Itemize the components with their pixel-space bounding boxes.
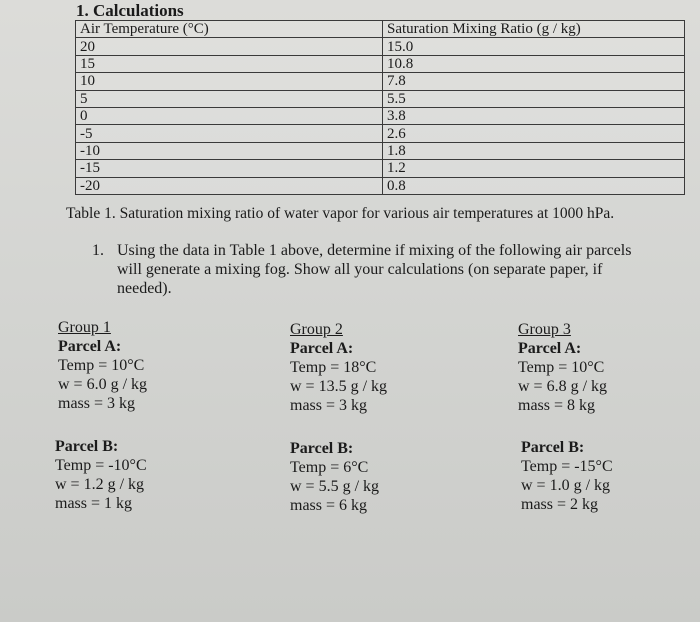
parcel-temp: Temp = 18°C: [290, 359, 377, 376]
table-row: [76, 38, 685, 55]
parcel-mixing-ratio: w = 5.5 g / kg: [290, 478, 380, 495]
parcel-label: Parcel A:: [518, 340, 582, 357]
temperature-cell: 10: [76, 73, 383, 90]
temperature-cell: -5: [76, 125, 383, 142]
header-air-temperature: Air Temperature (°C): [76, 21, 383, 38]
table-row: [76, 160, 685, 177]
question-text: Using the data in Table 1 above, determine if mixing of the following air parcels will generate a mixing fog. Show all your calculations (on separate paper, if needed).: [117, 242, 632, 297]
group-2-parcel-a: [290, 320, 387, 415]
mixing-ratio-cell: 0.8: [383, 177, 685, 194]
parcel-mass: mass = 1 kg: [55, 495, 133, 512]
parcel-mixing-ratio: w = 6.8 g / kg: [518, 378, 608, 395]
table-caption: Table 1. Saturation mixing ratio of water vapor for various air temperatures at 1000 hPa.: [66, 205, 615, 222]
mixing-ratio-cell: 5.5: [383, 90, 685, 107]
temperature-cell: 20: [76, 38, 383, 55]
table-row: [76, 55, 685, 72]
group-3-parcel-a: [518, 320, 607, 415]
table-row: [76, 107, 685, 124]
parcel-mixing-ratio: w = 13.5 g / kg: [290, 378, 388, 395]
temperature-cell: -10: [76, 142, 383, 159]
mixing-ratio-cell: 10.8: [383, 55, 685, 72]
mixing-ratio-cell: 2.6: [383, 125, 685, 142]
parcel-mass: mass = 3 kg: [58, 395, 136, 412]
parcel-mass: mass = 6 kg: [290, 497, 368, 514]
table-row: [76, 142, 685, 159]
group-2-parcel-b: [290, 439, 379, 515]
mixing-ratio-cell: 15.0: [383, 38, 685, 55]
mixing-ratio-cell: 3.8: [383, 107, 685, 124]
header-saturation-mixing-ratio: Saturation Mixing Ratio (g / kg): [383, 21, 685, 38]
group-1-parcel-b: [55, 437, 147, 513]
parcel-mass: mass = 8 kg: [518, 397, 596, 414]
saturation-table: [75, 20, 685, 195]
parcel-temp: Temp = -15°C: [521, 458, 613, 475]
temperature-cell: 0: [76, 107, 383, 124]
table-header-row: [76, 21, 685, 38]
parcel-label: Parcel B:: [55, 438, 119, 455]
parcel-mass: mass = 2 kg: [521, 496, 599, 513]
parcel-mixing-ratio: w = 1.2 g / kg: [55, 476, 145, 493]
table-row: [76, 125, 685, 142]
question-number: 1.: [92, 242, 104, 259]
group-title: Group 2: [290, 321, 343, 338]
table-row: [76, 73, 685, 90]
temperature-cell: 15: [76, 55, 383, 72]
table-row: [76, 177, 685, 194]
section-heading: 1. Calculations: [76, 1, 184, 20]
group-1-parcel-a: [58, 318, 147, 413]
mixing-ratio-cell: 1.2: [383, 160, 685, 177]
parcel-mixing-ratio: w = 1.0 g / kg: [521, 477, 611, 494]
temperature-cell: -20: [76, 177, 383, 194]
mixing-ratio-cell: 7.8: [383, 73, 685, 90]
group-title: Group 3: [518, 321, 571, 338]
question-1: [92, 241, 652, 298]
parcel-label: Parcel A:: [290, 340, 354, 357]
parcel-temp: Temp = -10°C: [55, 457, 147, 474]
parcel-label: Parcel B:: [290, 440, 354, 457]
parcel-label: Parcel A:: [58, 338, 122, 355]
parcel-temp: Temp = 10°C: [58, 357, 145, 374]
parcel-temp: Temp = 10°C: [518, 359, 605, 376]
parcel-mass: mass = 3 kg: [290, 397, 368, 414]
temperature-cell: 5: [76, 90, 383, 107]
group-3-parcel-b: [521, 438, 613, 514]
temperature-cell: -15: [76, 160, 383, 177]
parcel-label: Parcel B:: [521, 439, 585, 456]
parcel-mixing-ratio: w = 6.0 g / kg: [58, 376, 148, 393]
group-title: Group 1: [58, 319, 111, 336]
mixing-ratio-cell: 1.8: [383, 142, 685, 159]
parcel-temp: Temp = 6°C: [290, 459, 369, 476]
table-row: [76, 90, 685, 107]
